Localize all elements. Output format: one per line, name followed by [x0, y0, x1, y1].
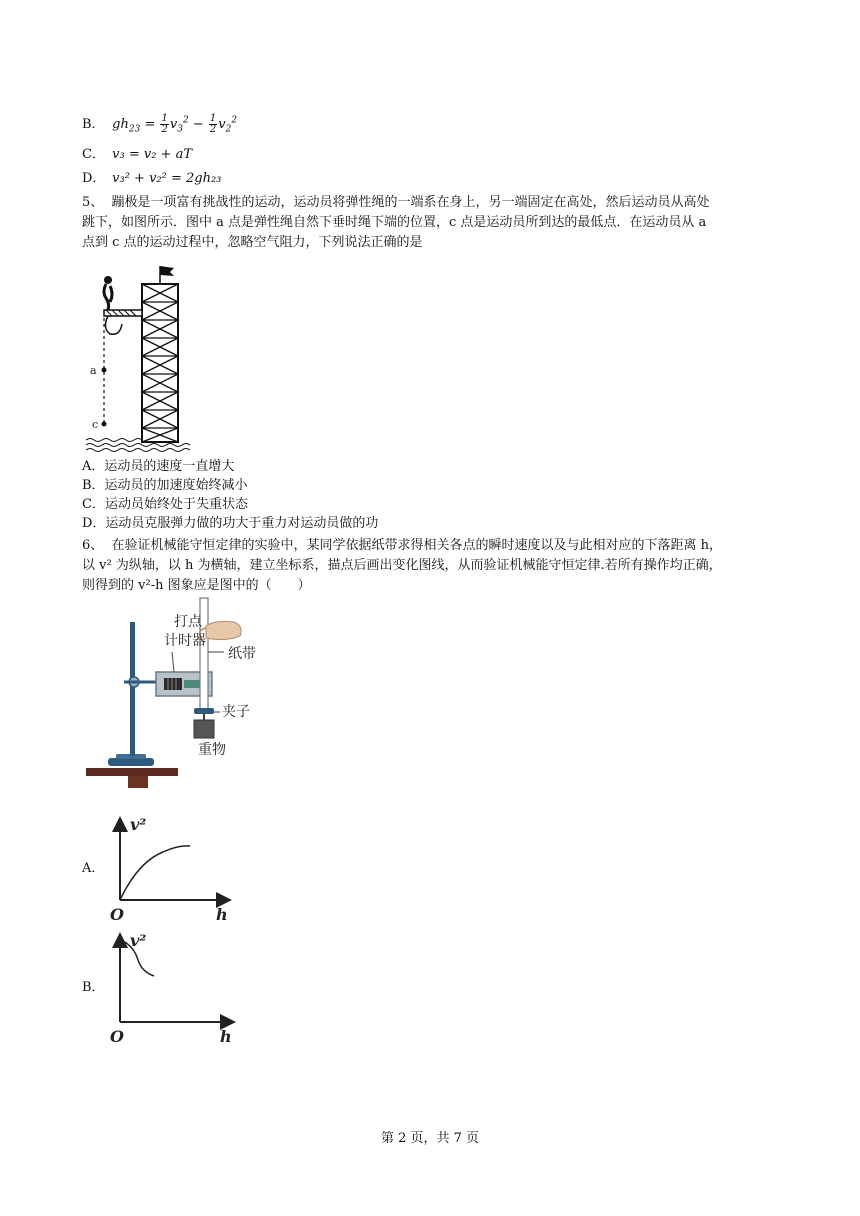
option-label: B． — [82, 117, 105, 133]
graph-a-option-label: A． — [82, 861, 105, 876]
graph-a-origin-label: O — [110, 905, 124, 924]
graph-b-option-label: B． — [82, 980, 105, 995]
option-label: C． — [82, 147, 105, 162]
question-number: 5、 — [82, 195, 104, 210]
graph-b-x-axis-label: h — [220, 1027, 232, 1046]
q5-option-b: B．运动员的加速度始终减小 — [82, 478, 248, 493]
formula-b: $gh_{23}$ = $\frac{1}{2}$ $v_3^2$ − $\frac{1}{2}$ $v_2^2$ — [112, 113, 238, 136]
q5-option-c: C．运动员始终处于失重状态 — [82, 497, 248, 512]
formula-d: v₃² + v₂² = 2gh₂₃ — [112, 171, 222, 186]
graph-a — [108, 812, 238, 924]
tape-label: 纸带 — [228, 646, 256, 662]
point-a-label: a — [90, 364, 97, 377]
q5-text-line2: 跳下，如图所示．图中 a 点是弹性绳自然下垂时绳下端的位置，c 点是运动员所到达的最低点．在运动员从 a — [82, 215, 707, 230]
apparatus-figure — [84, 596, 284, 784]
point-c-label: c — [92, 418, 99, 431]
q5-text-line3: 点到 c 点的运动过程中，忽略空气阻力，下列说法正确的是 — [82, 235, 423, 250]
graph-a-y-axis-label: v² — [130, 815, 147, 834]
timer-label-line1: 打点 — [174, 614, 202, 630]
q4-option-b — [82, 112, 237, 139]
graph-b — [108, 930, 238, 1044]
weight-label: 重物 — [198, 742, 226, 758]
formula-c: v₃ = v₂ + aT — [112, 147, 192, 162]
clip-label: 夹子 — [222, 704, 250, 720]
graph-b-origin-label: O — [110, 1027, 124, 1046]
q5-text-line1 — [82, 194, 710, 212]
timer-label-line2: 计时器 — [164, 633, 206, 649]
bungee-figure — [86, 262, 206, 454]
q5-option-a: A．运动员的速度一直增大 — [82, 459, 235, 474]
question-text: 在验证机械能守恒定律的实验中，某同学依据纸带求得相关各点的瞬时速度以及与此相对应的下落距离 h， — [111, 538, 723, 553]
question-text: 蹦极是一项富有挑战性的运动，运动员将弹性绳的一端系在身上，另一端固定在高处，然后运动员从高处 — [111, 195, 710, 210]
graph-a-x-axis-label: h — [216, 905, 228, 924]
q5-option-d: D．运动员克服弹力做的功大于重力对运动员做的功 — [82, 516, 379, 531]
q4-option-d — [82, 170, 221, 188]
q6-text-line2: 以 v² 为纵轴，以 h 为横轴，建立坐标系，描点后画出变化图线，从而验证机械能守恒定律.若所有操作均正确， — [82, 558, 722, 573]
q4-option-c — [82, 146, 192, 164]
question-number: 6、 — [82, 538, 104, 553]
q6-text-line3: 则得到的 v²-h 图象应是图中的（ ） — [82, 578, 311, 593]
graph-b-y-axis-label: v² — [130, 931, 147, 950]
q6-text-line1 — [82, 537, 722, 555]
page-footer: 第 2 页，共 7 页 — [380, 1131, 480, 1146]
option-label: D． — [82, 171, 106, 186]
